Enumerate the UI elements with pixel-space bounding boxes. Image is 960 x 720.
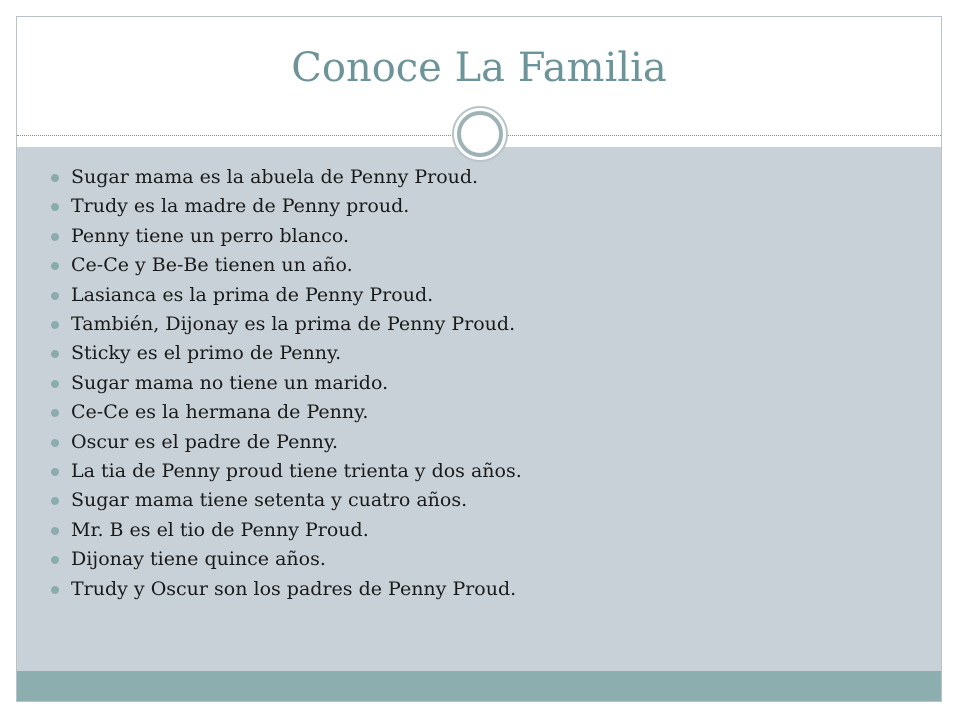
list-item <box>51 310 522 339</box>
bullet-icon <box>51 527 59 535</box>
list-item-text: Sticky es el primo de Penny. <box>71 342 342 365</box>
bullet-icon <box>51 262 59 270</box>
list-item <box>51 163 522 192</box>
bullet-icon <box>51 380 59 388</box>
list-item <box>51 369 522 398</box>
bullet-icon <box>51 439 59 447</box>
list-item <box>51 486 522 515</box>
list-item-text: Ce-Ce y Be-Be tienen un año. <box>71 254 353 277</box>
list-item-text: También, Dijonay es la prima de Penny Proud. <box>71 313 516 336</box>
slide <box>16 16 942 702</box>
list-item <box>51 251 522 280</box>
bullet-icon <box>51 409 59 417</box>
bullet-icon <box>51 497 59 505</box>
bullet-icon <box>51 321 59 329</box>
list-item <box>51 428 522 457</box>
list-item-text: Ce-Ce es la hermana de Penny. <box>71 401 369 424</box>
bullet-icon <box>51 350 59 358</box>
list-item-text: Lasianca es la prima de Penny Proud. <box>71 283 434 306</box>
list-item-text: La tia de Penny proud tiene trienta y dos años. <box>71 460 522 483</box>
list-item-text: Penny tiene un perro blanco. <box>71 224 350 247</box>
bullet-icon <box>51 556 59 564</box>
list-item <box>51 281 522 310</box>
bullet-list <box>51 163 522 604</box>
list-item-text: Sugar mama no tiene un marido. <box>71 371 389 394</box>
bullet-icon <box>51 468 59 476</box>
list-item <box>51 516 522 545</box>
list-item <box>51 575 522 604</box>
list-item-text: Oscur es el padre de Penny. <box>71 430 339 453</box>
list-item <box>51 457 522 486</box>
list-item <box>51 545 522 574</box>
circle-ornament-icon <box>451 105 509 163</box>
list-item-text: Sugar mama tiene setenta y cuatro años. <box>71 489 468 512</box>
bullet-icon <box>51 203 59 211</box>
footer-band <box>17 671 941 702</box>
list-item <box>51 398 522 427</box>
bullet-icon <box>51 233 59 241</box>
bullet-icon <box>51 586 59 594</box>
list-item <box>51 222 522 251</box>
list-item-text: Sugar mama es la abuela de Penny Proud. <box>71 166 479 188</box>
list-item <box>51 192 522 221</box>
list-item-text: Mr. B es el tio de Penny Proud. <box>71 518 369 541</box>
list-item-text: Trudy y Oscur son los padres de Penny Proud. <box>71 577 517 600</box>
bullet-icon <box>51 292 59 300</box>
bullet-icon <box>51 174 59 182</box>
list-item-text: Dijonay tiene quince años. <box>71 548 326 571</box>
list-item-text: Trudy es la madre de Penny proud. <box>71 195 410 218</box>
slide-title: Conoce La Familia <box>291 45 667 91</box>
list-item <box>51 339 522 368</box>
